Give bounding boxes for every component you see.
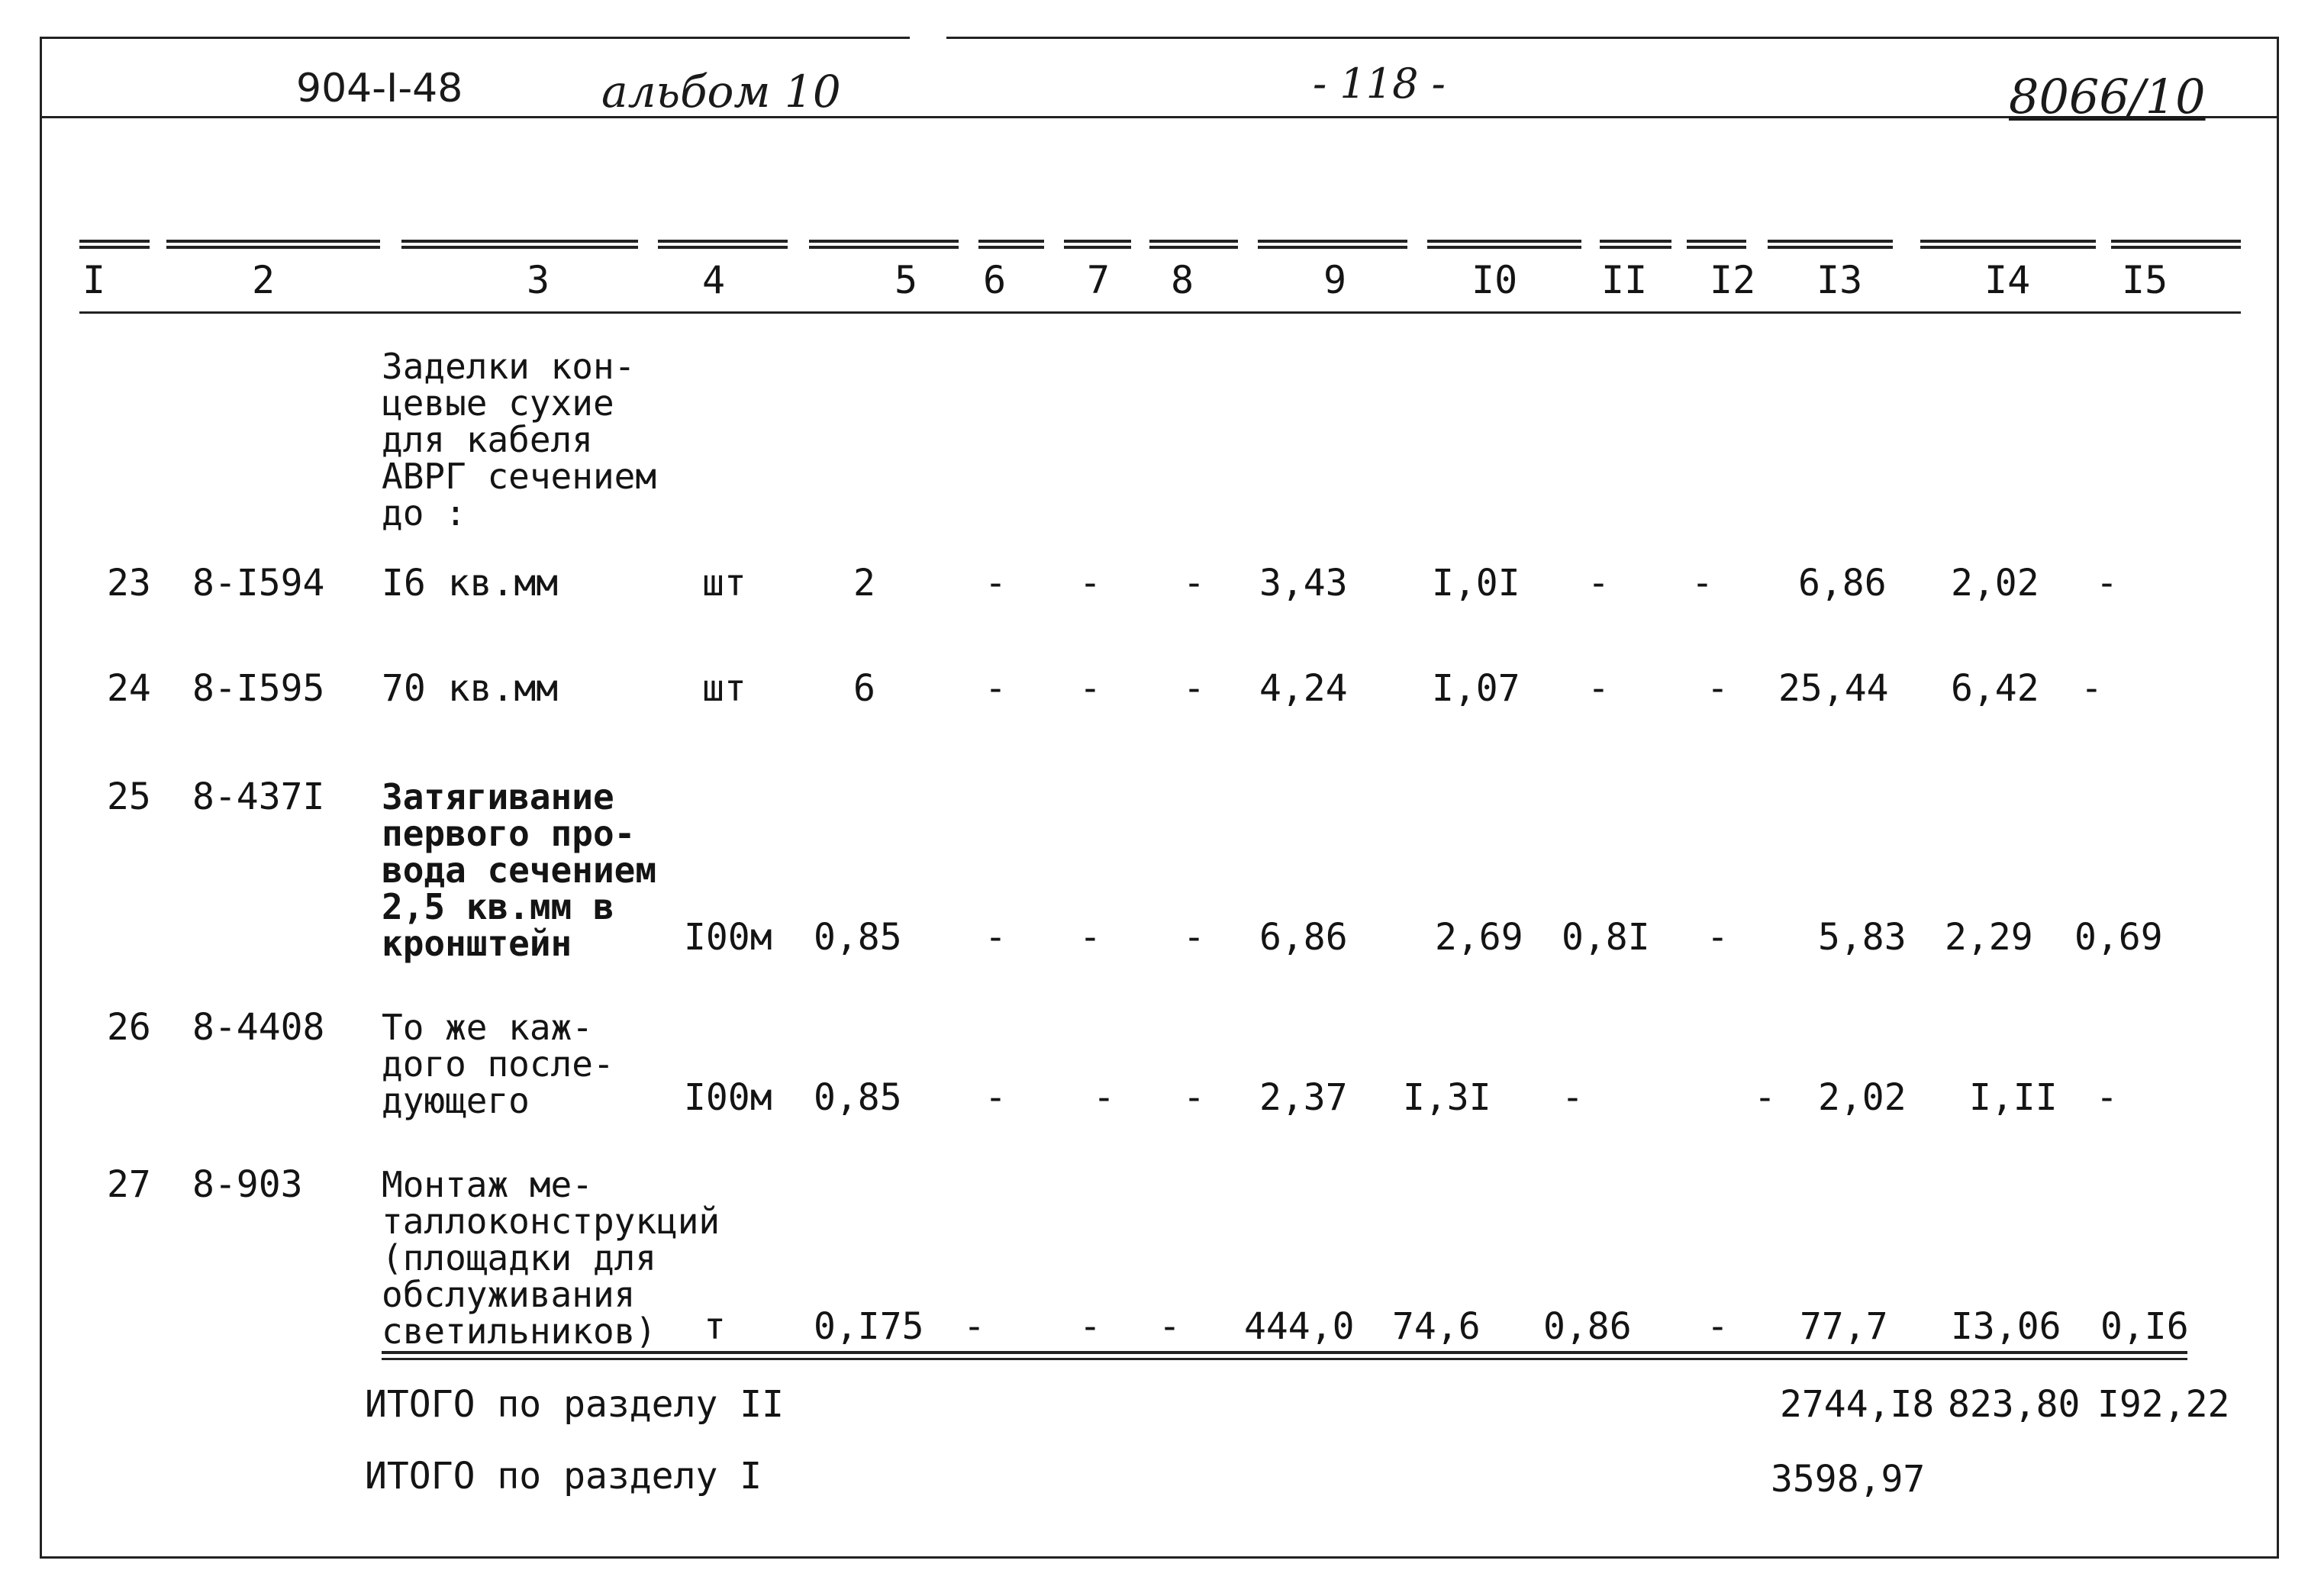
col-7: 7	[1087, 258, 1110, 302]
row-code: 8-4408	[192, 1006, 325, 1049]
cell-c10: 2,69	[1435, 916, 1523, 959]
cell-c15: 0,69	[2074, 916, 2163, 959]
total-c13: 2744,I8	[1780, 1383, 1935, 1426]
cell-c12: -	[1707, 916, 1729, 959]
row-number: 24	[107, 667, 151, 710]
cell-c12: -	[1707, 667, 1729, 710]
doc-number: 8066/10	[2009, 69, 2206, 124]
cell-c14: 6,42	[1951, 667, 2039, 710]
row-code: 8-I594	[192, 562, 325, 605]
total-c13: 3598,97	[1771, 1458, 1926, 1501]
cell-c8: -	[1183, 562, 1205, 605]
row-code: 8-I595	[192, 667, 325, 710]
top-border-right	[946, 37, 2279, 39]
cell-c13: 25,44	[1778, 667, 1889, 710]
cell-c10: I,0I	[1432, 562, 1520, 605]
cell-c12: -	[1707, 1305, 1729, 1348]
col-1: I	[82, 258, 106, 302]
cell-c7: -	[1079, 667, 1101, 710]
col-3: 3	[527, 258, 550, 302]
cell-c6: -	[985, 667, 1007, 710]
cell-c11: 0,86	[1543, 1305, 1632, 1348]
cell-c11: -	[1588, 562, 1610, 605]
col-4: 4	[702, 258, 726, 302]
col-5: 5	[895, 258, 918, 302]
row-code: 8-903	[192, 1163, 303, 1206]
cell-c6: -	[985, 1076, 1007, 1119]
row-code: 8-437I	[192, 775, 325, 818]
cell-c10: 74,6	[1392, 1305, 1481, 1348]
row-number: 26	[107, 1006, 151, 1049]
cell-c7: -	[1079, 1305, 1101, 1348]
section-intro: Заделки кон- цевые сухие для кабеля АВРГ сечением до :	[382, 346, 657, 534]
row-number: 25	[107, 775, 151, 818]
totals-rule	[382, 1351, 2187, 1360]
row-qty: 6	[853, 667, 875, 710]
total-label: ИТОГО по разделу II	[365, 1383, 785, 1426]
col-12: I2	[1710, 258, 1756, 302]
cell-c15: -	[2096, 562, 2118, 605]
row-unit: шт	[702, 667, 746, 710]
cell-c13: 5,83	[1818, 916, 1907, 959]
row-name: Затягивание первого про- вода сечением 2,5 кв.мм в кронштейн	[382, 776, 657, 964]
cell-c7: -	[1079, 562, 1101, 605]
col-10: I0	[1472, 258, 1518, 302]
col-6: 6	[983, 258, 1007, 302]
cell-c11: -	[1588, 667, 1610, 710]
cell-c12: -	[1691, 562, 1713, 605]
project-code: 904-I-48	[296, 66, 463, 111]
row-number: 27	[107, 1163, 151, 1206]
cell-c6: -	[985, 562, 1007, 605]
cell-c11: -	[1562, 1076, 1584, 1119]
cell-c8: -	[1159, 1305, 1181, 1348]
cell-c13: 2,02	[1818, 1076, 1907, 1119]
row-unit: I00м	[684, 1076, 772, 1119]
cell-c8: -	[1183, 916, 1205, 959]
cell-c14: I3,06	[1951, 1305, 2061, 1348]
cell-c7: -	[1079, 916, 1101, 959]
row-name: I6 кв.мм	[382, 562, 559, 605]
col-11: II	[1601, 258, 1648, 302]
album-label: альбом 10	[601, 66, 841, 118]
cell-c9: 3,43	[1259, 562, 1348, 605]
cell-c14: 2,02	[1951, 562, 2039, 605]
row-unit: шт	[702, 562, 746, 605]
row-unit: т	[704, 1305, 726, 1348]
cell-c9: 444,0	[1244, 1305, 1355, 1348]
cell-c9: 2,37	[1259, 1076, 1348, 1119]
col-2: 2	[252, 258, 276, 302]
cell-c9: 4,24	[1259, 667, 1348, 710]
cell-c13: 6,86	[1798, 562, 1887, 605]
row-qty: 0,85	[814, 1076, 902, 1119]
cell-c8: -	[1183, 667, 1205, 710]
cell-c6: -	[985, 916, 1007, 959]
cell-c11: 0,8I	[1562, 916, 1650, 959]
header-bottom-rule	[79, 311, 2241, 314]
total-c14: 823,80	[1948, 1383, 2081, 1426]
cell-c14: I,II	[1969, 1076, 2058, 1119]
cell-c14: 2,29	[1945, 916, 2033, 959]
cell-c8: -	[1183, 1076, 1205, 1119]
top-border-left	[40, 37, 910, 39]
total-label: ИТОГО по разделу I	[365, 1455, 762, 1498]
cell-c6: -	[963, 1305, 985, 1348]
cell-c9: 6,86	[1259, 916, 1348, 959]
row-qty: 0,85	[814, 916, 902, 959]
row-name: Монтаж ме- таллоконструкций (площадки для обслуживания светильников)	[382, 1164, 720, 1352]
cell-c10: I,3I	[1403, 1076, 1491, 1119]
col-8: 8	[1171, 258, 1194, 302]
row-qty: 2	[853, 562, 875, 605]
col-13: I3	[1816, 258, 1863, 302]
row-name: 70 кв.мм	[382, 667, 559, 710]
total-c15: I92,22	[2097, 1383, 2230, 1426]
cell-c15: -	[2081, 667, 2103, 710]
row-qty: 0,I75	[814, 1305, 924, 1348]
page-number: - 118 -	[1313, 60, 1446, 108]
cell-c7: -	[1093, 1076, 1115, 1119]
row-unit: I00м	[684, 916, 772, 959]
header-divider	[40, 116, 2279, 118]
col-14: I4	[1984, 258, 2031, 302]
row-number: 23	[107, 562, 151, 605]
col-15: I5	[2122, 258, 2168, 302]
cell-c13: 77,7	[1800, 1305, 1888, 1348]
cell-c12: -	[1754, 1076, 1776, 1119]
cell-c15: 0,I6	[2100, 1305, 2189, 1348]
col-9: 9	[1323, 258, 1347, 302]
cell-c15: -	[2096, 1076, 2118, 1119]
cell-c10: I,07	[1432, 667, 1520, 710]
row-name: То же каж- дого после- дующего	[382, 1007, 614, 1121]
